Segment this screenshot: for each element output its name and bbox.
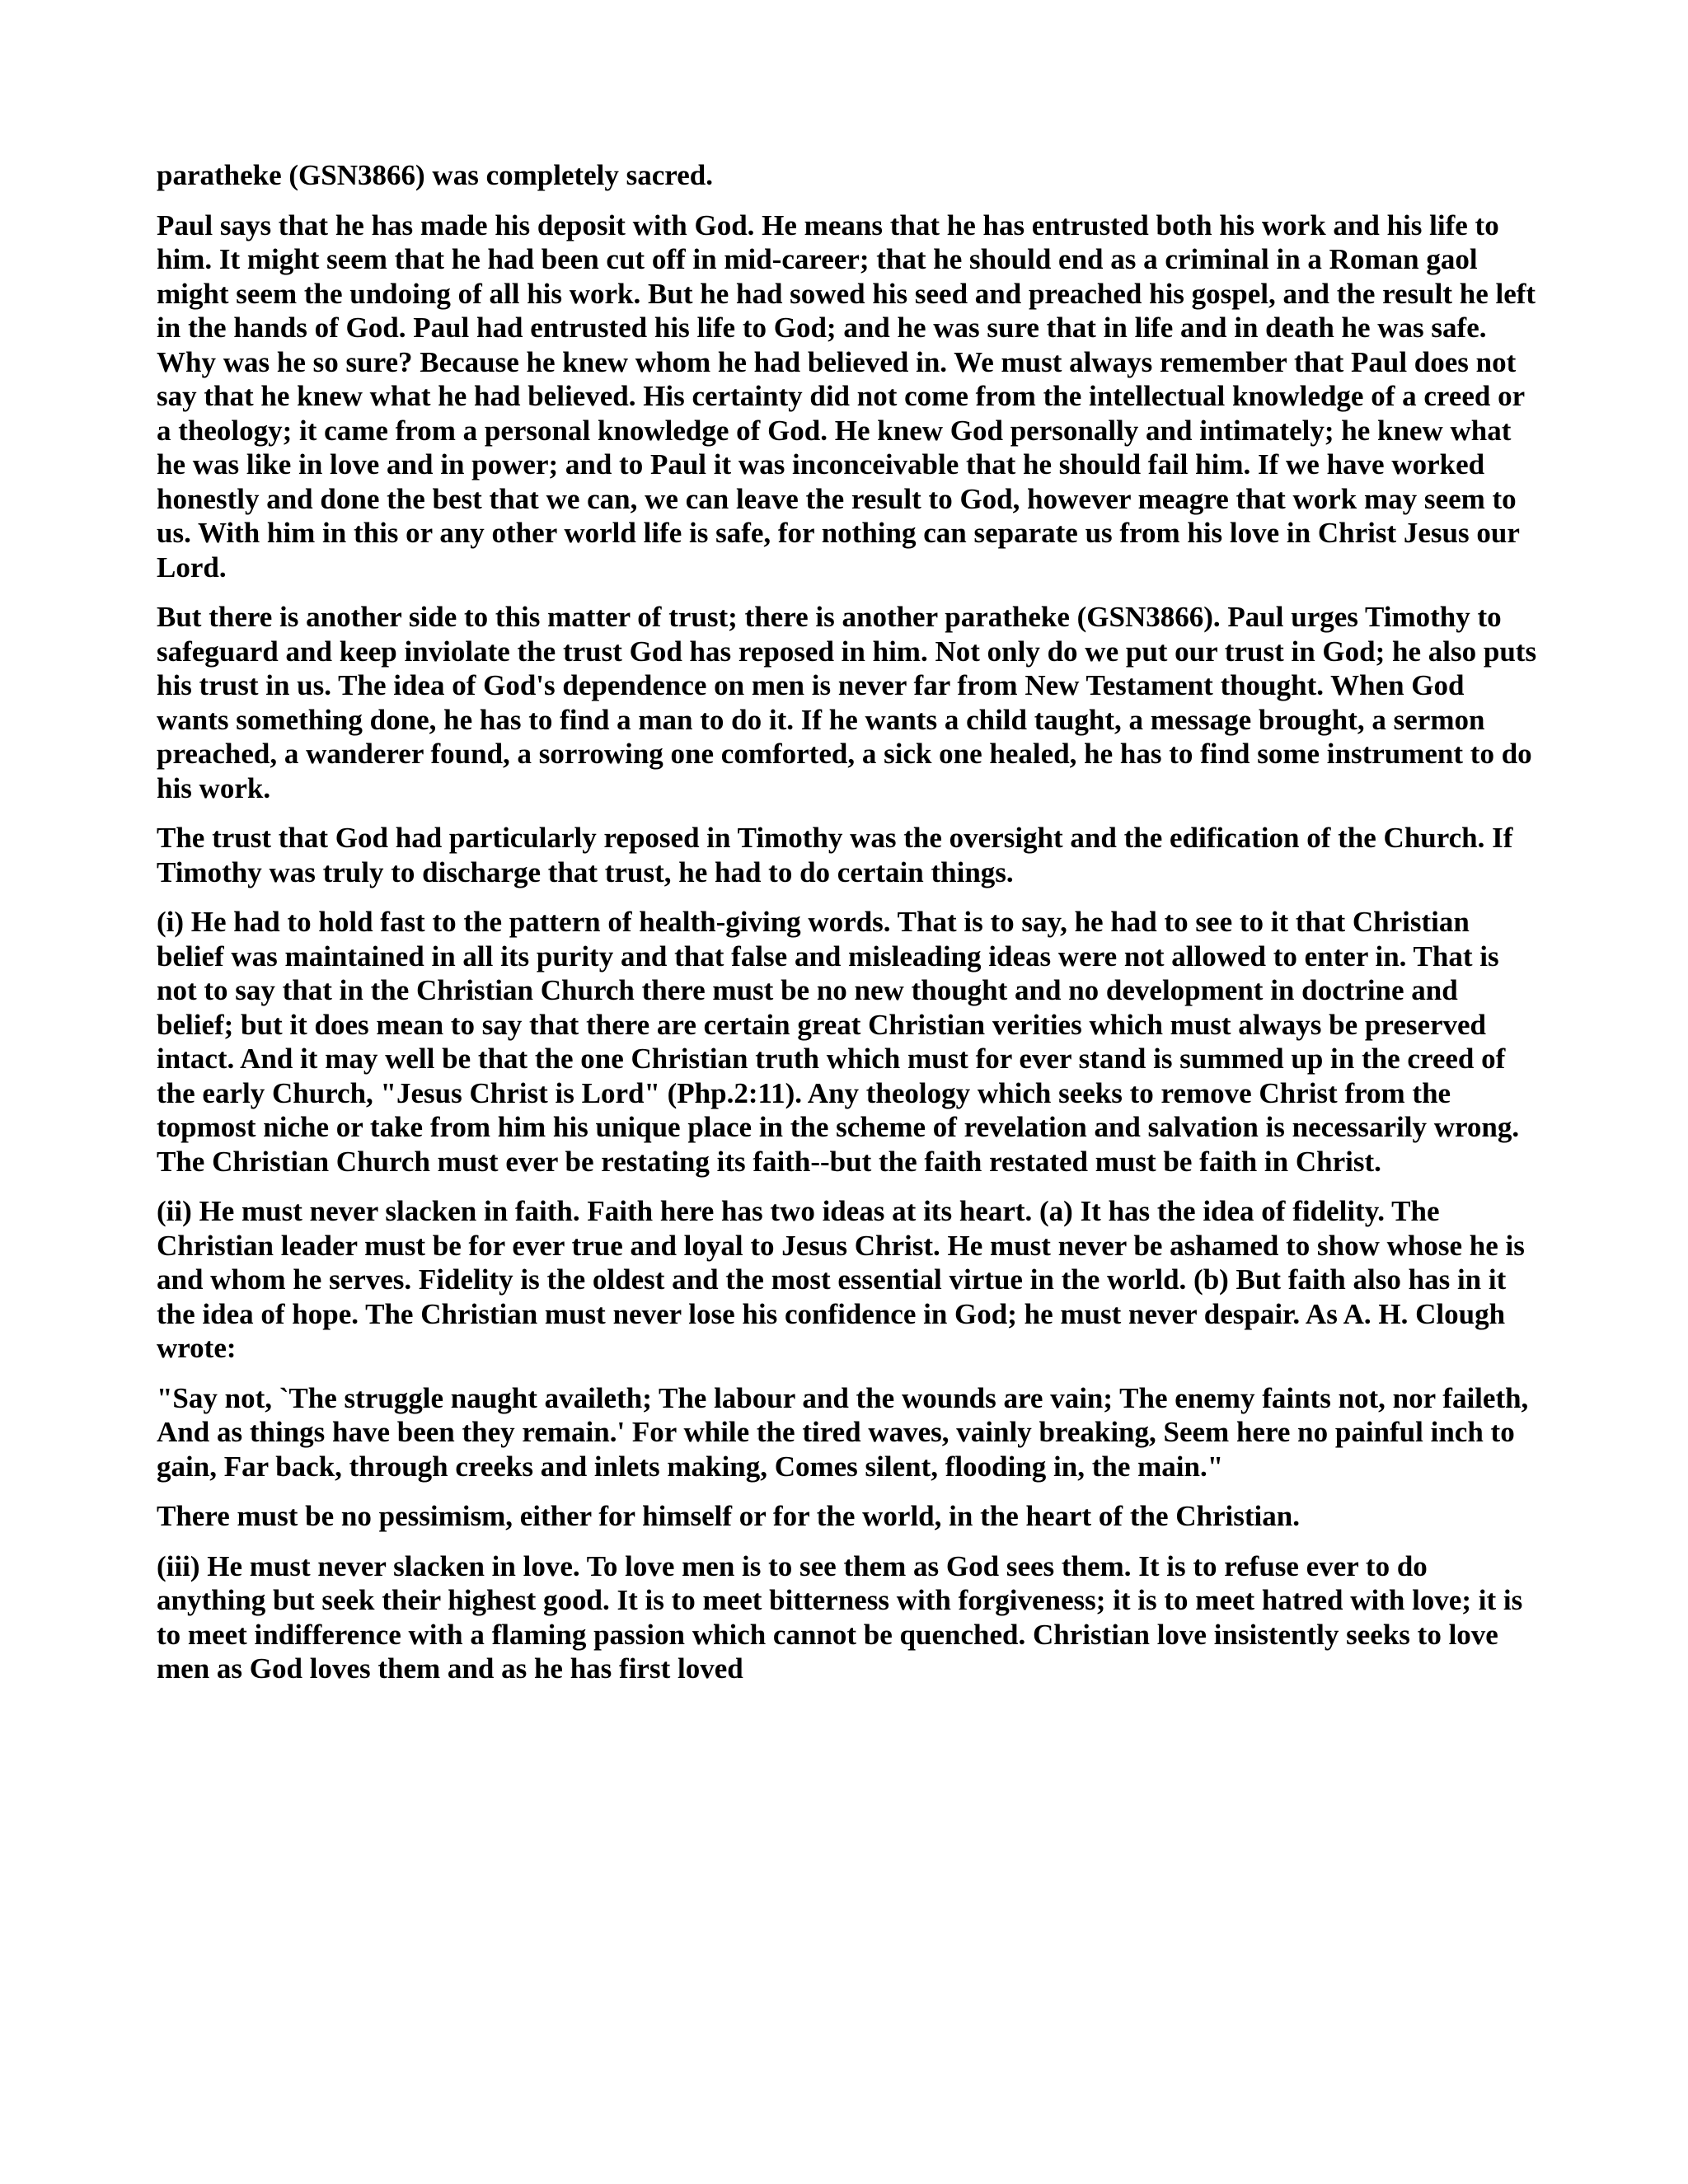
paragraph-another-paratheke: But there is another side to this matter of trust; there is another paratheke (GSN3866). Paul urges Timothy to safeguard and keep inviolate the trust God has reposed in him. Not only do we put our trust in God; he also puts his trust in us. The idea of God's dependence on men is never far from New Testament thought. When God wants something done, he has to find a man to do it. If he wants a child taught, a message brought, a sermon preached, a wanderer found, a sorrowing one comforted, a sick one healed, he has to find some instrument to do his work. [157,601,1537,804]
paragraph-clough-quote: "Say not, `The struggle naught availeth; The labour and the wounds are vain; The enemy faints not, nor faileth, And as things have been they remain.' For while the tired waves, vainly breaking, Seem here no painful inch to gain, Far back, through creeks and inlets making, Comes silent, flooding in, the main." [157,1381,1529,1483]
paragraph-no-pessimism: There must be no pessimism, either for himself or for the world, in the heart of the Christian. [157,1500,1300,1532]
paragraph-point-i: (i) He had to hold fast to the pattern of health-giving words. That is to say, he had to see to it that Christian belief was maintained in all its purity and that false and misleading ideas were not allowed to enter in. That is not to say that in the Christian Church there must be no new thought and no development in doctrine and belief; but it does mean to say that there are certain great Christian verities which must always be preserved intact. And it may well be that the one Christian truth which must for ever stand is summed up in the creed of the early Church, "Jesus Christ is Lord" (Php.2:11). Any theology which seeks to remove Christ from the topmost niche or take from him his unique place in the scheme of revelation and salvation is necessarily wrong. The Christian Church must ever be restating its faith--but the faith restated must be faith in Christ. [157,906,1520,1178]
paragraph-point-ii: (ii) He must never slacken in faith. Faith here has two ideas at its heart. (a) It has the idea of fidelity. The Christian leader must be for ever true and loyal to Jesus Christ. He must never be ashamed to show whose he is and whom he serves. Fidelity is the oldest and the most essential virtue in the world. (b) But faith also has in it the idea of hope. The Christian must never lose his confidence in God; he must never despair. As A. H. Clough wrote: [157,1195,1525,1364]
document-page [157,158,1537,1702]
paragraph-deposit-with-god: Paul says that he has made his deposit with God. He means that he has entrusted both his work and his life to him. It might seem that he had been cut off in mid-career; that he should end as a criminal in a Roman gaol might seem the undoing of all his work. But he had sowed his seed and preached his gospel, and the result he left in the hands of God. Paul had entrusted his life to God; and he was sure that in life and in death he was safe. Why was he so sure? Because he knew whom he had believed in. We must always remember that Paul does not say that he knew what he had believed. His certainty did not come from the intellectual knowledge of a creed or a theology; it came from a personal knowledge of God. He knew God personally and intimately; he knew what he was like in love and in power; and to Paul it was inconceivable that he should fail him. If we have worked honestly and done the best that we can, we can leave the result to God, however meagre that work may seem to us. With him in this or any other world life is safe, for nothing can separate us from his love in Christ Jesus our Lord. [157,209,1536,583]
paragraph-trust-in-timothy: The trust that God had particularly reposed in Timothy was the oversight and the edification of the Church. If Timothy was truly to discharge that trust, he had to do certain things. [157,822,1513,888]
paragraph-continuation: paratheke (GSN3866) was completely sacred. [157,159,713,191]
paragraph-point-iii: (iii) He must never slacken in love. To love men is to see them as God sees them. It is to refuse ever to do anything but seek their highest good. It is to meet bitterness with forgiveness; it is to meet hatred with love; it is to meet indifference with a flaming passion which cannot be quenched. Christian love insistently seeks to love men as God loves them and as he has first loved [157,1549,1523,1685]
